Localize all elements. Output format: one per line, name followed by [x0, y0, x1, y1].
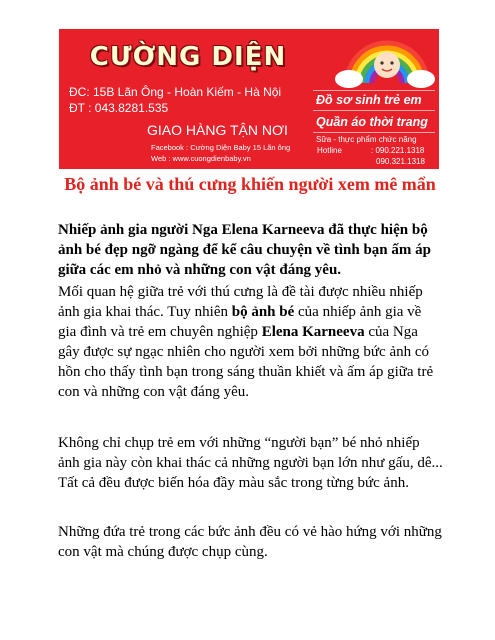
p1-text: của Nga gây được sự ngạc nhiên cho người xem bởi những bức ảnh có hồn cho thấy tình bạn trong sáng thuần khiết và ấm áp giữa trẻ con và những con vật đáng yêu.	[58, 324, 434, 400]
rainbow-baby-logo	[329, 31, 439, 91]
shop-banner	[59, 29, 439, 169]
article-paragraph-2: Không chỉ chụp trẻ em với những “người bạn” bé nhỏ nhiếp ảnh gia này còn khai thác cả những người bạn lớn như gấu, dê... Tất cả đều được biến hóa đầy màu sắc trong từng bức ảnh.	[58, 435, 443, 491]
shop-address: ĐC: 15B Lãn Ông - Hoàn Kiếm - Hà Nội	[69, 85, 282, 99]
shop-phone: ĐT : 043.8281.535	[69, 101, 169, 115]
tag-baby-items: Đồ sơ sinh trẻ em	[316, 93, 422, 107]
tag-fashion: Quần áo thời trang	[316, 115, 428, 129]
tag-milk-food: Sữa - thực phẩm chức năng	[316, 135, 417, 144]
tag-divider	[313, 90, 435, 91]
p1-bold-keyword: bộ ảnh bé	[231, 304, 295, 320]
article-paragraph-3: Những đứa trẻ trong các bức ảnh đều có vẻ hào hứng với những con vật mà chúng được chụp cùng.	[58, 524, 442, 560]
article-paragraph-1	[58, 282, 443, 402]
facebook-line: Facebook : Cường Diện Baby 15 Lãn ông	[151, 143, 291, 152]
hotline-number-2: 090.321.1318	[376, 157, 425, 166]
hotline-number-1: : 090.221.1318	[371, 146, 425, 155]
article-title: Bộ ảnh bé và thú cưng khiến người xem mê mẩn	[64, 174, 436, 194]
tag-divider	[313, 110, 435, 111]
p1-text: của nhiếp ảnh gia về gia đình và trẻ em chuyên nghiệp	[58, 304, 422, 340]
tag-divider	[313, 132, 435, 133]
p1-bold-name: Elena Karneeva	[261, 324, 365, 340]
shop-name: CƯỜNG DIỆN	[89, 42, 287, 72]
hotline-label: Hotline	[317, 146, 342, 155]
p1-text: Mối quan hệ giữa trẻ với thú cưng là đề tài được nhiều nhiếp ảnh gia khai thác. Tuy nhiên	[58, 284, 423, 320]
article-lead: Nhiếp ảnh gia người Nga Elena Karneeva đã thực hiện bộ ảnh bé đẹp ngỡ ngàng để kể câu chuyện về tình bạn ấm áp giữa các em nhỏ và những con vật đáng yêu.	[58, 222, 431, 278]
delivery-notice: GIAO HÀNG TẬN NƠI	[147, 122, 288, 138]
website-line: Web : www.cuongdienbaby.vn	[151, 154, 251, 163]
